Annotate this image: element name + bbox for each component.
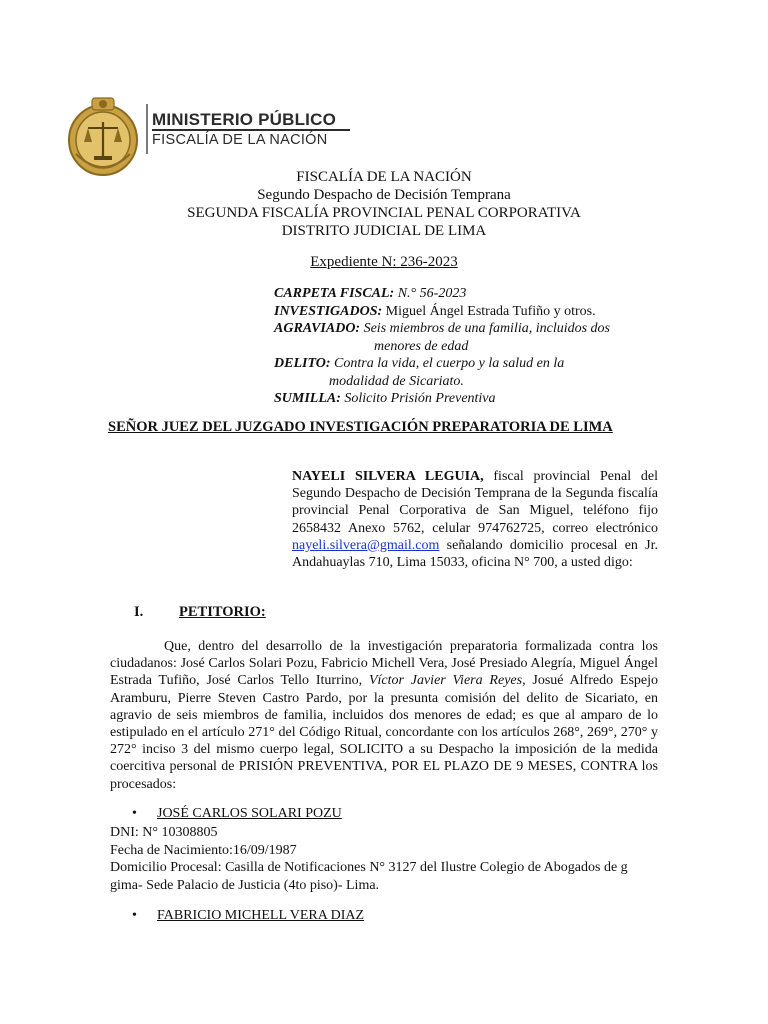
expediente-number: Expediente N: 236-2023 (310, 254, 458, 270)
bullet-icon: • (132, 806, 137, 821)
heading-line-1: FISCALÍA DE LA NACIÓN (296, 169, 472, 185)
investigados-row (274, 303, 658, 321)
agraviado-value: Seis miembros de una familia, incluidos dos (360, 321, 611, 336)
accused-name: FABRICIO MICHELL VERA DIAZ (157, 908, 365, 923)
delito-row (274, 355, 658, 373)
list-item (132, 806, 342, 822)
seal-icon (66, 94, 142, 178)
list-item (132, 908, 364, 924)
heading-line-4: DISTRITO JUDICIAL DE LIMA (281, 223, 487, 239)
intro-text-b: señalando domicilio procesal en Jr. Andahuaylas 710, Lima 15033, oficina N° 700, a usted digo: (292, 537, 658, 571)
delito-label: DELITO: (274, 356, 331, 371)
sumilla-value: Solicito Prisión Preventiva (340, 391, 496, 406)
carpeta-value: N.° 56-2023 (394, 286, 467, 301)
org-underline (152, 129, 350, 131)
agraviado-continuation: menores de edad (374, 338, 469, 354)
agraviado-label: AGRAVIADO: (274, 321, 361, 336)
delito-continuation: modalidad de Sicariato. (329, 373, 464, 389)
prosecutor-name: NAYELI SILVERA LEGUIA, (292, 469, 484, 484)
delito-value: Contra la vida, el cuerpo y la salud en la (330, 356, 565, 371)
accused-birthdate: Fecha de Nacimiento:16/09/1987 (110, 842, 297, 858)
petitorio-paragraph (110, 638, 658, 793)
section-heading (134, 604, 266, 621)
logo-divider (146, 104, 148, 154)
sumilla-label: SUMILLA: (274, 391, 341, 406)
accused-name: JOSÉ CARLOS SOLARI POZU (157, 806, 342, 821)
intro-paragraph (292, 468, 658, 571)
investigados-value: Miguel Ángel Estrada Tufiño y otros. (382, 303, 596, 319)
carpeta-row (274, 285, 658, 303)
agraviado-row (274, 320, 658, 338)
intro-text-a: fiscal provincial Penal del Segundo Despacho de Decisión Temprana de la Segunda fiscalía provincial Penal Corporativa de San Miguel, teléfono fijo 2658432 Anexo 5762, celular 974762725, correo electrónico (292, 469, 658, 536)
investigados-label: INVESTIGADOS: (274, 303, 383, 319)
org-subtitle: FISCALÍA DE LA NACIÓN (152, 132, 328, 148)
accused-dni: DNI: N° 10308805 (110, 825, 218, 840)
accused-details (110, 824, 658, 894)
heading-line-2: Segundo Despacho de Decisión Temprana (257, 187, 511, 203)
section-title: PETITORIO: (179, 604, 266, 620)
petitorio-part-2: Josué Alfredo Espejo Aramburu, Pierre Steven Castro Pardo, por la presunta comisión del delito de Sicariato, en agravio de seis miembros de familia, incluidos dos menores de edad; es que al amparo de lo estipulado en el artículo 271° del Código Ritual, concordante con los artículos 268°, 269°, 270° y 272° inciso 3 del mismo cuerpo legal, SOLICITO a su Despacho la imposición de la medida coercitiva personal de PRISIÓN PREVENTIVA, POR EL PLAZO DE 9 MESES, CONTRA los procesados: (110, 673, 658, 792)
heading-line-3: SEGUNDA FISCALÍA PROVINCIAL PENAL CORPORATIVA (187, 205, 581, 221)
accused-domicilio: Domicilio Procesal: Casilla de Notificaciones N° 3127 del Ilustre Colegio de Abogados de g gima- Sede Palacio de Justicia (4to piso)- Lima. (110, 860, 628, 893)
carpeta-label: CARPETA FISCAL: (274, 286, 395, 301)
petitorio-text (110, 638, 658, 793)
email-link[interactable]: nayeli.silvera@gmail.com (292, 537, 440, 553)
petitorio-part-1: Que, dentro del desarrollo de la investigación preparatoria formalizada contra los ciudadanos: José Carlos Solari Pozu, Fabricio Michell Vera, José Presiado Alegría, Miguel Ángel Estrada Tufiño, José Carlos Tello Iturrino, (110, 639, 658, 689)
petitorio-italic-name: Víctor Javier Viera Reyes, (368, 673, 526, 689)
case-info (274, 285, 658, 408)
bullet-icon: • (132, 908, 137, 923)
addressee-judge: SEÑOR JUEZ DEL JUZGADO INVESTIGACIÓN PREPARATORIA DE LIMA (108, 419, 613, 435)
sumilla-row (274, 390, 658, 408)
section-number: I. (134, 604, 144, 620)
document-heading (0, 168, 768, 240)
org-name: MINISTERIO PÚBLICO (152, 110, 336, 129)
